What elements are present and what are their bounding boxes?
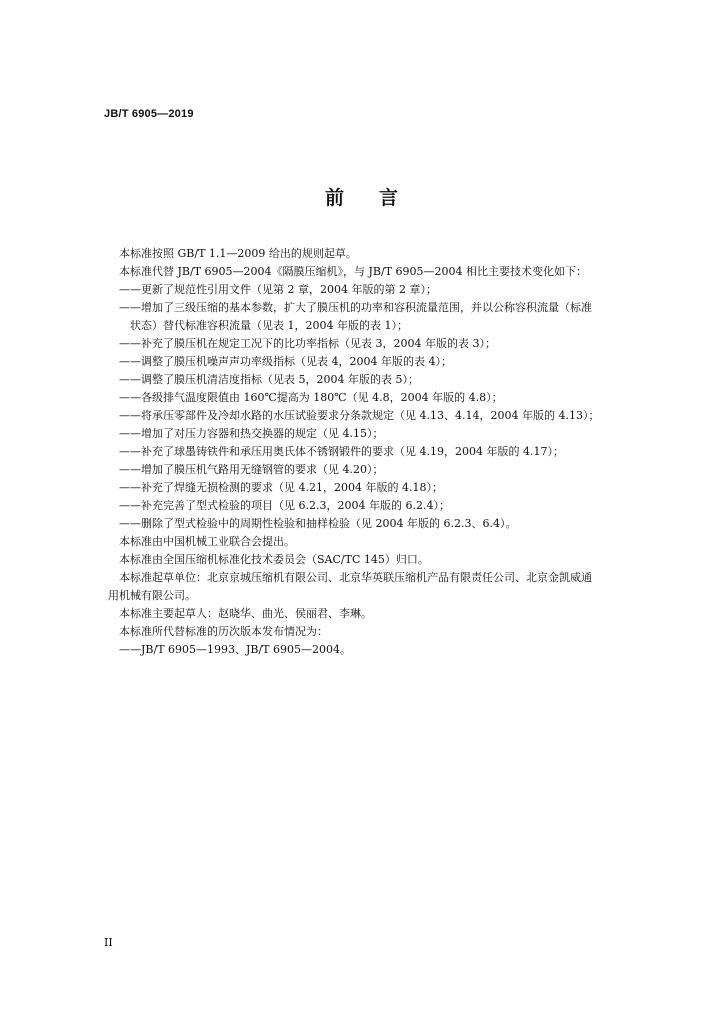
- change-item-2-line-a: ——增加了三级压缩的基本参数，扩大了膜压机的功率和容积流量范围，并以公称容积流量（标准: [119, 301, 592, 314]
- change-item-9: ——补充了球墨铸铁件和承压用奥氏体不锈钢锻件的要求（见 4.19，2004 年版的 4.17）；: [119, 445, 564, 458]
- intro-line-2: 本标准代替 JB/T 6905—2004《隔膜压缩机》，与 JB/T 6905—2004 相比主要技术变化如下：: [119, 265, 588, 278]
- managed-by-line: 本标准由全国压缩机标准化技术委员会（SAC/TC 145）归口。: [119, 553, 429, 566]
- page-number: II: [104, 936, 113, 949]
- change-item-10: ——增加了膜压机气路用无缝钢管的要求（见 4.20）；: [119, 463, 384, 476]
- history-intro-line: 本标准所代替标准的历次版本发布情况为：: [119, 625, 328, 638]
- intro-line-1: 本标准按照 GB/T 1.1—2009 给出的规则起草。: [119, 247, 357, 260]
- foreword-body: [108, 245, 628, 659]
- drafting-units-line: 本标准起草单位：北京京城压缩机有限公司、北京华英联压缩机产品有限责任公司、北京金凯威通: [119, 571, 592, 584]
- title-char-2: 言: [379, 187, 400, 209]
- change-item-13: ——删除了型式检验中的周期性检验和抽样检验（见 2004 年版的 6.2.3、6.4）。: [119, 517, 517, 530]
- change-item-12: ——补充完善了型式检验的项目（见 6.2.3，2004 年版的 6.2.4）；: [119, 499, 450, 512]
- history-item: ——JB/T 6905—1993、JB/T 6905—2004。: [119, 643, 352, 656]
- change-item-2: [108, 299, 628, 335]
- page-title: [0, 183, 724, 210]
- title-char-1: 前: [324, 187, 345, 209]
- change-item-6: ——各级排气温度限值由 160℃提高为 180℃（见 4.8，2004 年版的 4.8）；: [119, 391, 503, 404]
- main-drafters-line: 本标准主要起草人：赵晓华、曲光、侯丽君、李琳。: [119, 607, 372, 620]
- change-item-5: ——调整了膜压机清洁度指标（见表 5，2004 年版的表 5）；: [119, 373, 419, 386]
- change-item-4: ——调整了膜压机噪声声功率级指标（见表 4，2004 年版的表 4）；: [119, 355, 452, 368]
- document-code-header: JB/T 6905—2019: [104, 108, 194, 120]
- change-item-3: ——补充了膜压机在规定工况下的比功率指标（见表 3，2004 年版的表 3）；: [119, 337, 496, 350]
- change-item-8: ——增加了对压力容器和热交换器的规定（见 4.15）；: [119, 427, 384, 440]
- change-item-7: ——将承压零部件及冷却水路的水压试验要求分条款规定（见 4.13、4.14，2004 年版的 4.13）；: [119, 409, 600, 422]
- change-item-1: ——更新了规范性引用文件（见第 2 章，2004 年版的第 2 章）；: [119, 283, 437, 296]
- change-item-11: ——补充了焊缝无损检测的要求（见 4.21，2004 年版的 4.18）；: [119, 481, 443, 494]
- proposed-by-line: 本标准由中国机械工业联合会提出。: [119, 535, 295, 548]
- drafting-units-continuation: 用机械有限公司。: [108, 589, 196, 602]
- change-item-2-line-b: 状态）替代标准容积流量（见表 1，2004 年版的表 1）；: [130, 319, 408, 332]
